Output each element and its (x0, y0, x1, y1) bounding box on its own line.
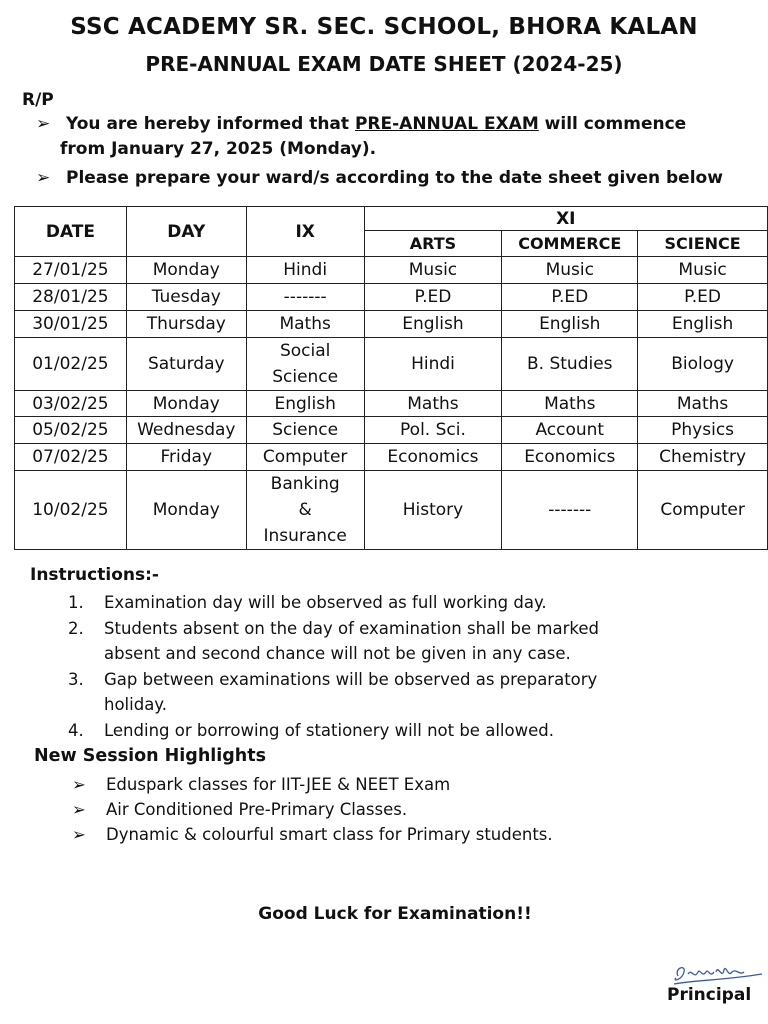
date-cell: 27/01/25 (15, 257, 127, 284)
ix-subject-line: Hindi (283, 260, 328, 280)
arrow-bullet-icon: ➢ (72, 775, 86, 794)
notice-commence (36, 112, 766, 162)
date-cell: 05/02/25 (15, 417, 127, 444)
instruction-text: absent and second chance will not be given in any case. (104, 644, 571, 663)
arrow-bullet-icon: ➢ (36, 168, 51, 188)
ix-subject-line: & (298, 500, 312, 520)
instruction-text: Lending or borrowing of stationery will not be allowed. (104, 720, 554, 740)
highlight-item (72, 772, 553, 797)
header-arts: ARTS (364, 231, 502, 257)
ix-subject-line: Science (272, 367, 339, 387)
salutation: R/P (22, 90, 54, 110)
highlights-heading: New Session Highlights (34, 746, 267, 766)
science-cell: Computer (638, 471, 768, 550)
arrow-bullet-icon: ➢ (72, 825, 86, 844)
date-sheet-table (14, 206, 768, 550)
instruction-text: Examination day will be observed as full working day. (104, 593, 547, 612)
table-row (15, 444, 768, 471)
science-cell: Music (638, 257, 768, 284)
header-commerce: COMMERCE (502, 231, 638, 257)
highlight-text: Eduspark classes for IIT-JEE & NEET Exam (106, 775, 451, 794)
ix-cell (246, 338, 364, 391)
ix-cell (246, 471, 364, 550)
ix-subject-line: Insurance (263, 526, 347, 546)
ix-cell (246, 417, 364, 444)
ix-subject-line: Maths (279, 314, 331, 334)
ix-subject-line: Science (272, 420, 339, 440)
ix-cell (246, 444, 364, 471)
ix-subject-line: Computer (262, 447, 348, 467)
table-row (15, 257, 768, 284)
arts-cell: Music (364, 257, 502, 284)
ix-cell (246, 257, 364, 284)
table-row (15, 284, 768, 311)
day-cell: Thursday (126, 311, 246, 338)
commerce-cell: Account (502, 417, 638, 444)
day-cell: Monday (126, 471, 246, 550)
highlight-item (72, 822, 553, 847)
commerce-cell: English (502, 311, 638, 338)
commerce-cell: Maths (502, 391, 638, 417)
arrow-bullet-icon: ➢ (36, 114, 51, 134)
principal-label: Principal (667, 985, 752, 1005)
arts-cell: Hindi (364, 338, 502, 391)
ix-subject-line: Banking (270, 474, 340, 494)
ix-cell (246, 311, 364, 338)
arrow-bullet-icon: ➢ (72, 800, 86, 819)
notice-start-date: from January 27, 2025 (Monday). (60, 139, 377, 159)
table-row (15, 338, 768, 391)
date-cell: 10/02/25 (15, 471, 127, 550)
day-cell: Monday (126, 391, 246, 417)
highlights-list (72, 772, 553, 847)
instruction-text: Students absent on the day of examination shall be marked (104, 618, 599, 638)
science-cell: Physics (638, 417, 768, 444)
commerce-cell: ------- (502, 471, 638, 550)
instructions-list (68, 590, 748, 743)
ix-cell (246, 284, 364, 311)
instruction-item (68, 616, 748, 667)
ix-cell (246, 391, 364, 417)
commerce-cell: B. Studies (502, 338, 638, 391)
header-class-xi: XI (364, 207, 767, 231)
highlight-text: Air Conditioned Pre-Primary Classes. (106, 800, 408, 819)
notice-exam-name: PRE-ANNUAL EXAM (354, 114, 539, 134)
header-science: SCIENCE (638, 231, 768, 257)
header-date: DATE (15, 207, 127, 257)
date-cell: 30/01/25 (15, 311, 127, 338)
exam-title: PRE-ANNUAL EXAM DATE SHEET (2024-25) (145, 52, 623, 76)
arts-cell: P.ED (364, 284, 502, 311)
arts-cell: English (364, 311, 502, 338)
day-cell: Tuesday (126, 284, 246, 311)
instruction-number: 1. (68, 593, 84, 612)
notice-prepare (36, 166, 766, 191)
instruction-text: Gap between examinations will be observed as preparatory (104, 669, 598, 689)
table-row (15, 391, 768, 417)
science-cell: Maths (638, 391, 768, 417)
ix-subject-line: Social (279, 341, 331, 361)
date-sheet-body (15, 257, 768, 550)
date-cell: 28/01/25 (15, 284, 127, 311)
day-cell: Monday (126, 257, 246, 284)
header-day: DAY (126, 207, 246, 257)
science-cell: Chemistry (638, 444, 768, 471)
day-cell: Saturday (126, 338, 246, 391)
table-row (15, 471, 768, 550)
commerce-cell: Economics (502, 444, 638, 471)
instruction-item (68, 667, 748, 718)
day-cell: Friday (126, 444, 246, 471)
arts-cell: Economics (364, 444, 502, 471)
notice-prepare-text: Please prepare your ward/s according to the date sheet given below (66, 168, 723, 188)
science-cell: P.ED (638, 284, 768, 311)
highlight-item (72, 797, 553, 822)
commerce-cell: P.ED (502, 284, 638, 311)
highlight-text: Dynamic & colourful smart class for Primary students. (106, 825, 553, 844)
notice-text-post: will commence (538, 114, 687, 134)
date-cell: 03/02/25 (15, 391, 127, 417)
ix-subject-line: ------- (283, 287, 327, 307)
instruction-item (68, 590, 748, 616)
header-class-ix: IX (246, 207, 364, 257)
day-cell: Wednesday (126, 417, 246, 444)
instruction-number: 3. (68, 669, 84, 689)
arts-cell: Maths (364, 391, 502, 417)
date-cell: 01/02/25 (15, 338, 127, 391)
date-cell: 07/02/25 (15, 444, 127, 471)
notice-text-pre: You are hereby informed that (66, 114, 355, 134)
instruction-item (68, 718, 748, 744)
arts-cell: Pol. Sci. (364, 417, 502, 444)
principal-signature (666, 950, 766, 990)
instruction-number: 4. (68, 720, 84, 740)
table-row (15, 417, 768, 444)
science-cell: Biology (638, 338, 768, 391)
arts-cell: History (364, 471, 502, 550)
good-luck-message: Good Luck for Examination!! (258, 904, 532, 924)
ix-subject-line: English (274, 393, 336, 414)
instructions-heading: Instructions:- (30, 565, 159, 585)
commerce-cell: Music (502, 257, 638, 284)
school-name: SSC ACADEMY SR. SEC. SCHOOL, BHORA KALAN (70, 14, 698, 40)
instruction-text: holiday. (104, 695, 167, 714)
table-row (15, 311, 768, 338)
instruction-number: 2. (68, 618, 84, 638)
science-cell: English (638, 311, 768, 338)
